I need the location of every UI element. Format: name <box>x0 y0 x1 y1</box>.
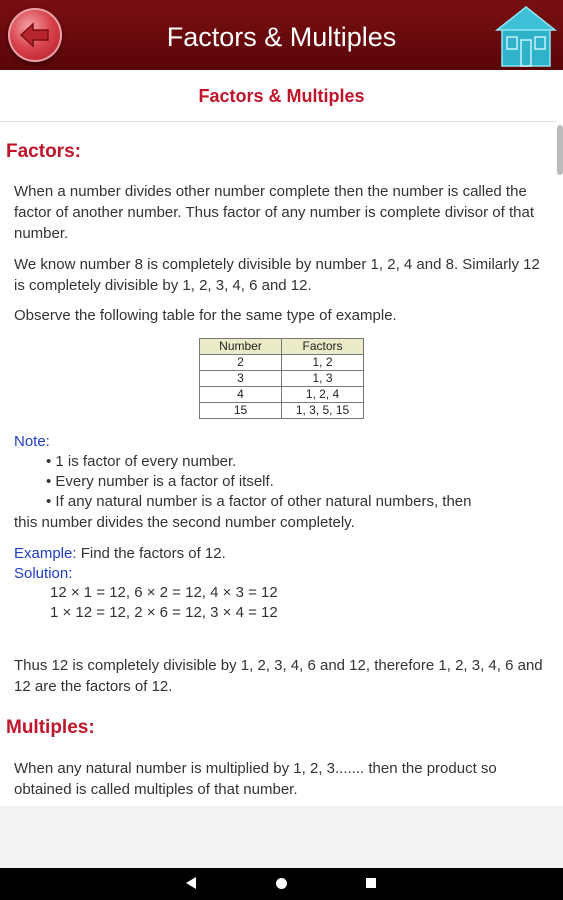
table-cell: 1, 3, 5, 15 <box>282 403 364 419</box>
nav-recents-icon[interactable] <box>366 878 376 888</box>
table-cell: 1, 2, 4 <box>282 387 364 403</box>
table-cell: 1, 2 <box>282 355 364 371</box>
solution-label: Solution: <box>14 565 73 582</box>
table-cell: 4 <box>200 387 282 403</box>
example-label: Example: <box>14 545 77 562</box>
page-title: Factors & Multiples <box>198 86 365 106</box>
example-line <box>14 543 549 564</box>
table-cell: 3 <box>200 371 282 387</box>
example-text: Find the factors of 12. <box>76 545 226 562</box>
home-button[interactable] <box>493 4 559 68</box>
table-cell: 1, 3 <box>282 371 364 387</box>
equation-line: 1 × 12 = 12, 2 × 6 = 12, 3 × 4 = 12 <box>50 604 278 621</box>
app-bar <box>0 0 563 70</box>
nav-home-icon[interactable] <box>276 878 287 889</box>
note-label: Note: <box>14 433 50 450</box>
section-title-factors: Factors: <box>6 141 81 162</box>
system-nav-bar <box>0 868 563 900</box>
factors-conclusion: Thus 12 is completely divisible by 1, 2, 3, 4, 6 and 12, therefore 1, 2, 3, 4, 6 and 12 are the factors of 12. <box>14 657 543 695</box>
factors-paragraph-1: When a number divides other number complete then the number is called the factor of another number. Thus factor of any number is complete divisor of that number. <box>14 183 534 242</box>
bottom-area <box>0 806 563 868</box>
table-cell: 15 <box>200 403 282 419</box>
equation-line: 12 × 1 = 12, 6 × 2 = 12, 4 × 3 = 12 <box>50 584 278 601</box>
divider <box>0 121 556 122</box>
note-item: • If any natural number is a factor of other natural numbers, then <box>46 493 472 510</box>
app-title: Factors & Multiples <box>166 22 397 52</box>
factors-table <box>199 338 364 419</box>
section-title-multiples: Multiples: <box>6 717 95 738</box>
factors-paragraph-3: Observe the following table for the same type of example. <box>14 307 397 324</box>
house-icon <box>493 4 559 68</box>
multiples-paragraph-1: When any natural number is multiplied by 1, 2, 3....... then the product so obtained is called multiples of that number. <box>14 760 497 798</box>
table-row <box>200 355 364 371</box>
table-row <box>200 403 364 419</box>
note-item: • 1 is factor of every number. <box>46 453 237 470</box>
scrollbar[interactable] <box>557 125 563 175</box>
table-row <box>200 387 364 403</box>
table-row <box>200 371 364 387</box>
nav-back-icon[interactable] <box>186 877 196 889</box>
note-item: • Every number is a factor of itself. <box>46 473 274 490</box>
factors-paragraph-2: We know number 8 is completely divisible by number 1, 2, 4 and 8. Similarly 12 is completely divisible by 1, 2, 3, 4, 6 and 12. <box>14 256 540 294</box>
table-header-row <box>200 339 364 355</box>
table-header-number: Number <box>200 339 282 355</box>
note-continuation: this number divides the second number completely. <box>14 514 355 531</box>
table-cell: 2 <box>200 355 282 371</box>
table-header-factors: Factors <box>282 339 364 355</box>
